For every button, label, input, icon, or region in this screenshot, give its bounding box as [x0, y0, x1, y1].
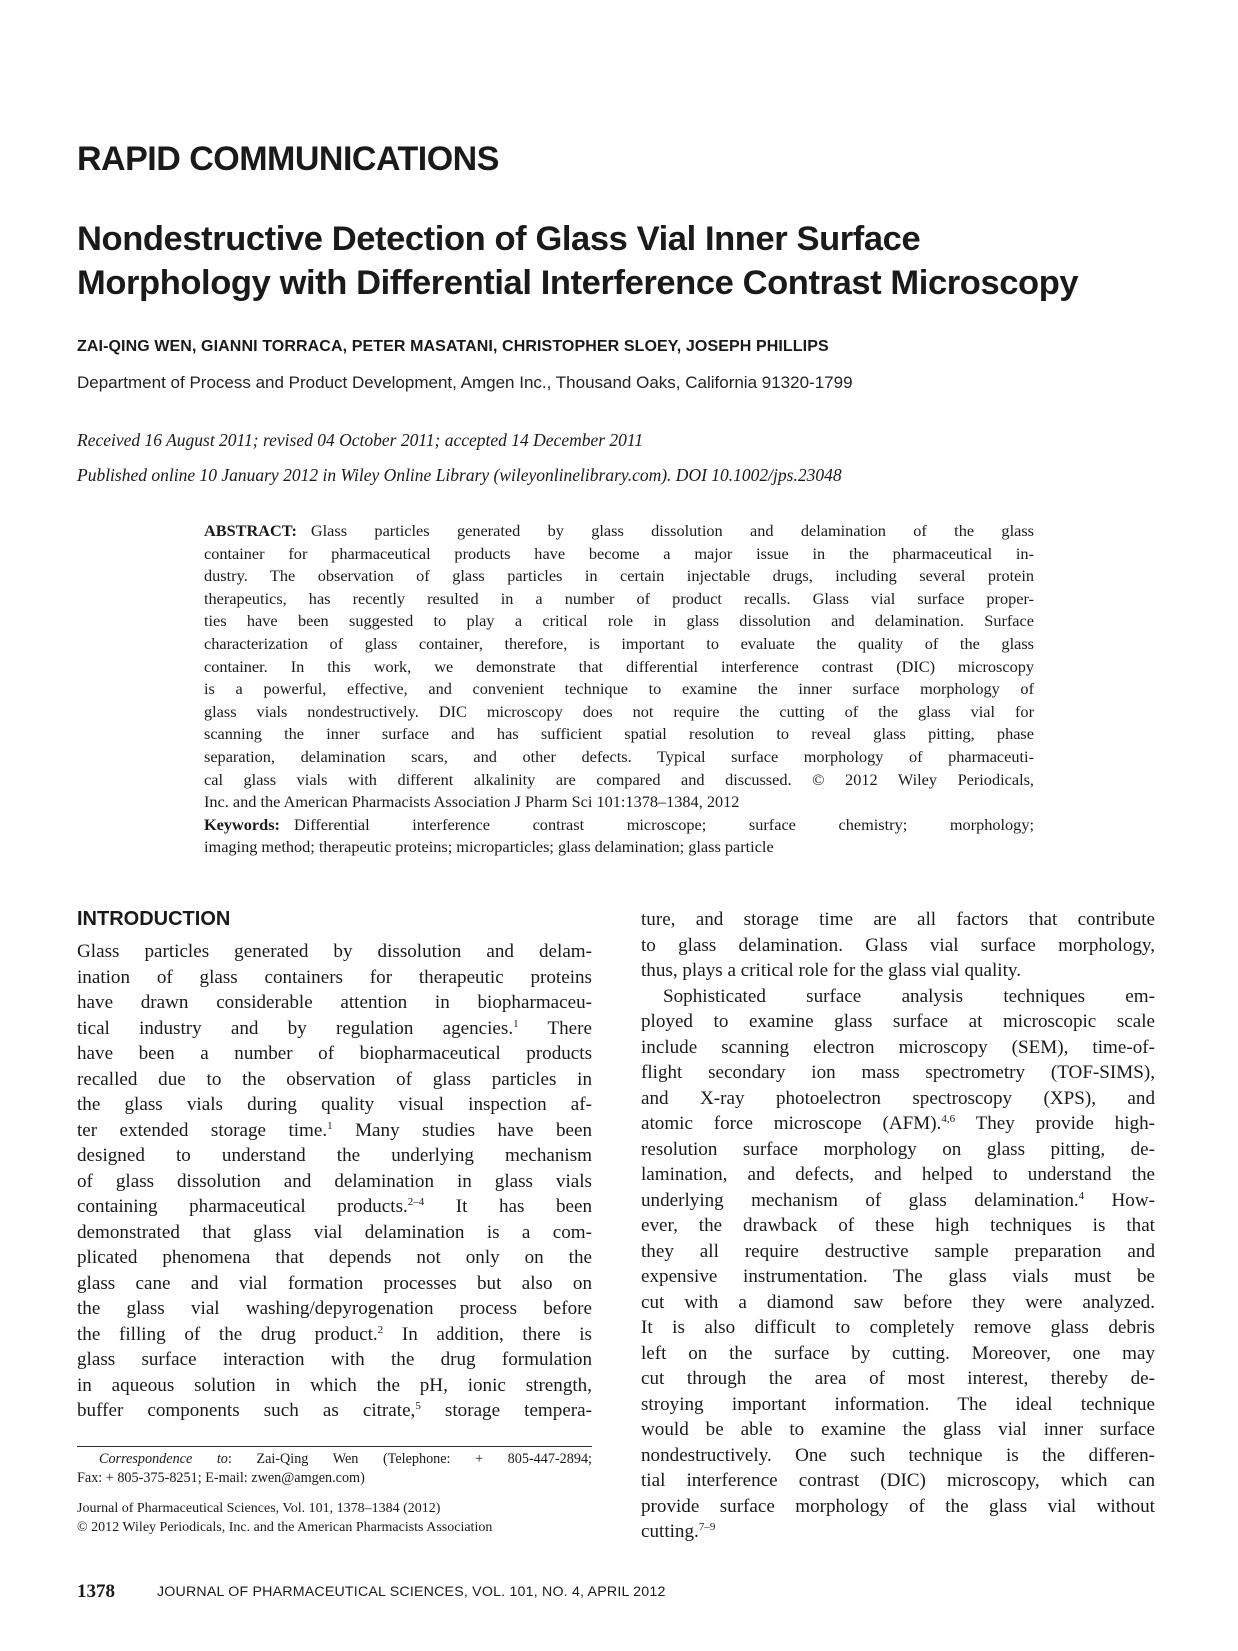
- abstract-text: Glass particles generated by glass dissolution and delamination of the glass: [310, 521, 1034, 540]
- body-line: cut through the area of most interest, thereby de-: [641, 1368, 1155, 1389]
- citation: 2–4: [407, 1196, 425, 1208]
- journal-citation: Journal of Pharmaceutical Sciences, Vol. 101, 1378–1384 (2012): [77, 1501, 441, 1516]
- abstract-line: ties have been suggested to play a critical role in glass dissolution and delamination. Surface: [204, 611, 1034, 631]
- citation: 4: [1078, 1189, 1085, 1202]
- body-line: tical industry and by regulation agencies.$^1$ There: [77, 1017, 592, 1039]
- body-line: cut with a diamond saw before they were analyzed.: [641, 1291, 1155, 1313]
- title-line-1: Nondestructive Detection of Glass Vial Inner Surface: [77, 220, 921, 258]
- keywords-text: Differential interference contrast microscope; surface chemistry; morphology;: [293, 814, 1034, 834]
- body-line: have been a number of biopharmaceutical products: [77, 1043, 592, 1064]
- body-line: they all require destructive sample preparation and: [641, 1240, 1155, 1262]
- body-line: It is also difficult to completely remove glass debris: [641, 1317, 1155, 1338]
- body-line: in aqueous solution in which the pH, ionic strength,: [77, 1374, 592, 1396]
- footnote-line: Fax: + 805-375-8251; E-mail: zwen@amgen.com): [77, 1469, 365, 1486]
- body-line: containing pharmaceutical products.$^{2-4}$ It has been: [77, 1196, 592, 1217]
- abstract-line: Inc. and the American Pharmacists Association J Pharm Sci 101:1378–1384, 2012: [204, 792, 740, 812]
- citation: 1: [513, 1017, 519, 1030]
- footnote-divider: [77, 1446, 592, 1447]
- citation: 2: [377, 1323, 384, 1336]
- body-line: of glass dissolution and delamination in glass vials: [77, 1170, 592, 1192]
- title-line-2: Morphology with Differential Interference Contrast Microscopy: [77, 264, 1079, 302]
- author-list: ZAI-QING WEN, GIANNI TORRACA, PETER MASATANI, CHRISTOPHER SLOEY, JOSEPH PHILLIPS: [77, 338, 829, 355]
- body-line: to glass delamination. Glass vial surface morphology,: [641, 934, 1155, 956]
- body-line: plicated phenomena that depends not only on the: [77, 1247, 592, 1268]
- body-line: nondestructively. One such technique is the differen-: [641, 1444, 1155, 1466]
- abstract: [204, 520, 1034, 859]
- body-line: left on the surface by cutting. Moreover, one may: [641, 1342, 1155, 1364]
- body-line: Sophisticated surface analysis techniques em-: [663, 985, 1155, 1007]
- left-column: [77, 939, 592, 1424]
- citation: 4,6: [941, 1113, 956, 1125]
- keywords-line: imaging method; therapeutic proteins; microparticles; glass delamination; glass particle: [204, 837, 774, 857]
- abstract-line: dustry. The observation of glass particles in certain injectable drugs, including several protein: [204, 566, 1034, 586]
- abstract-line: cal glass vials with different alkalinity are compared and discussed. © 2012 Wiley Periodicals,: [204, 769, 1034, 789]
- abstract-line: [204, 520, 1034, 543]
- footnote-line: Correspondence to: Zai-Qing Wen (Telephone: + 805-447-2894;: [99, 1451, 592, 1467]
- body-line: tial interference contrast (DIC) microscopy, which can: [641, 1470, 1155, 1491]
- body-line: resolution surface morphology on glass pitting, de-: [641, 1138, 1155, 1160]
- body-line: demonstrated that glass vial delamination is a com-: [77, 1221, 592, 1243]
- abstract-line: characterization of glass container, therefore, is important to evaluate the quality of the glass: [204, 633, 1034, 653]
- body-line: flight secondary ion mass spectrometry (TOF-SIMS),: [641, 1062, 1155, 1083]
- body-line: underlying mechanism of glass delamination.$^4$ How-: [641, 1189, 1155, 1211]
- citation: 7–9: [698, 1521, 716, 1533]
- abstract-line: therapeutics, has recently resulted in a number of product recalls. Glass vial surface proper-: [204, 588, 1034, 608]
- body-line: have drawn considerable attention in biopharmaceu-: [77, 992, 592, 1013]
- body-line: designed to understand the underlying mechanism: [77, 1145, 592, 1166]
- citation: 1: [327, 1119, 333, 1132]
- body-line: the glass vial washing/depyrogenation process before: [77, 1298, 592, 1319]
- abstract-label: ABSTRACT:: [204, 521, 297, 540]
- abstract-line: container. In this work, we demonstrate that differential interference contrast (DIC) microscopy: [204, 656, 1034, 676]
- abstract-line: container for pharmaceutical products have become a major issue in the pharmaceutical in-: [204, 543, 1034, 563]
- body-line: ever, the drawback of these high techniques is that: [641, 1215, 1155, 1236]
- body-line: ter extended storage time.$^1$ Many studies have been: [77, 1119, 592, 1141]
- correspondence-label: Correspondence to: [99, 1451, 228, 1467]
- body-line: cutting.$^{7-9}$: [641, 1521, 716, 1542]
- body-line: ination of glass containers for therapeutic proteins: [77, 966, 592, 988]
- body-line: glass cane and vial formation processes but also on: [77, 1272, 592, 1294]
- body-line: buffer components such as citrate,$^5$ storage tempera-: [77, 1400, 592, 1421]
- body-line: the filling of the drug product.$^2$ In addition, there is: [77, 1323, 592, 1345]
- body-line: Glass particles generated by dissolution and delam-: [77, 941, 592, 962]
- body-line: and X-ray photoelectron spectroscopy (XPS), and: [641, 1087, 1155, 1109]
- abstract-line: is a powerful, effective, and convenient technique to examine the inner surface morphology of: [204, 679, 1034, 699]
- abstract-line: separation, delamination scars, and other defects. Typical surface morphology of pharmaceuti-: [204, 746, 1034, 766]
- body-line: the glass vials during quality visual inspection af-: [77, 1094, 592, 1115]
- abstract-line: glass vials nondestructively. DIC microscopy does not require the cutting of the glass vial for: [204, 701, 1034, 721]
- body-line: stroying important information. The ideal technique: [641, 1393, 1155, 1415]
- body-line: would be able to examine the glass vial inner surface: [641, 1419, 1155, 1440]
- body-line: glass surface interaction with the drug formulation: [77, 1349, 592, 1370]
- correspondence-footnote: [77, 1450, 592, 1487]
- section-label: RAPID COMMUNICATIONS: [77, 140, 499, 178]
- body-line: provide surface morphology of the glass vial without: [641, 1495, 1155, 1517]
- body-line: recalled due to the observation of glass particles in: [77, 1068, 592, 1090]
- section-heading-introduction: INTRODUCTION: [77, 908, 231, 930]
- copyright-notice: © 2012 Wiley Periodicals, Inc. and the American Pharmacists Association: [77, 1520, 493, 1535]
- keywords-label: Keywords:: [204, 814, 280, 834]
- running-head: JOURNAL OF PHARMACEUTICAL SCIENCES, VOL. 101, NO. 4, APRIL 2012: [157, 1584, 666, 1600]
- right-column: [641, 907, 1155, 1545]
- publication-info: Published online 10 January 2012 in Wiley Online Library (wileyonlinelibrary.com). DOI 10.1002/jps.23048: [77, 465, 842, 485]
- body-line: ture, and storage time are all factors that contribute: [641, 909, 1155, 930]
- article-title: [77, 217, 1177, 305]
- body-line: ployed to examine glass surface at microscopic scale: [641, 1011, 1155, 1032]
- body-line: expensive instrumentation. The glass vials must be: [641, 1266, 1155, 1287]
- page-number: 1378: [77, 1581, 115, 1602]
- keywords-line: [204, 814, 1034, 837]
- body-line: include scanning electron microscopy (SEM), time-of-: [641, 1036, 1155, 1058]
- citation: 5: [415, 1400, 421, 1412]
- received-dates: Received 16 August 2011; revised 04 October 2011; accepted 14 December 2011: [77, 430, 644, 450]
- affiliation: Department of Process and Product Development, Amgen Inc., Thousand Oaks, California 91320-1799: [77, 373, 853, 392]
- body-line: lamination, and defects, and helped to understand the: [641, 1164, 1155, 1185]
- body-line: thus, plays a critical role for the glass vial quality.: [641, 960, 1022, 981]
- abstract-line: scanning the inner surface and has sufficient spatial resolution to reveal glass pitting, phase: [204, 724, 1034, 744]
- body-line: atomic force microscope (AFM).$^{4,6}$ They provide high-: [641, 1113, 1155, 1134]
